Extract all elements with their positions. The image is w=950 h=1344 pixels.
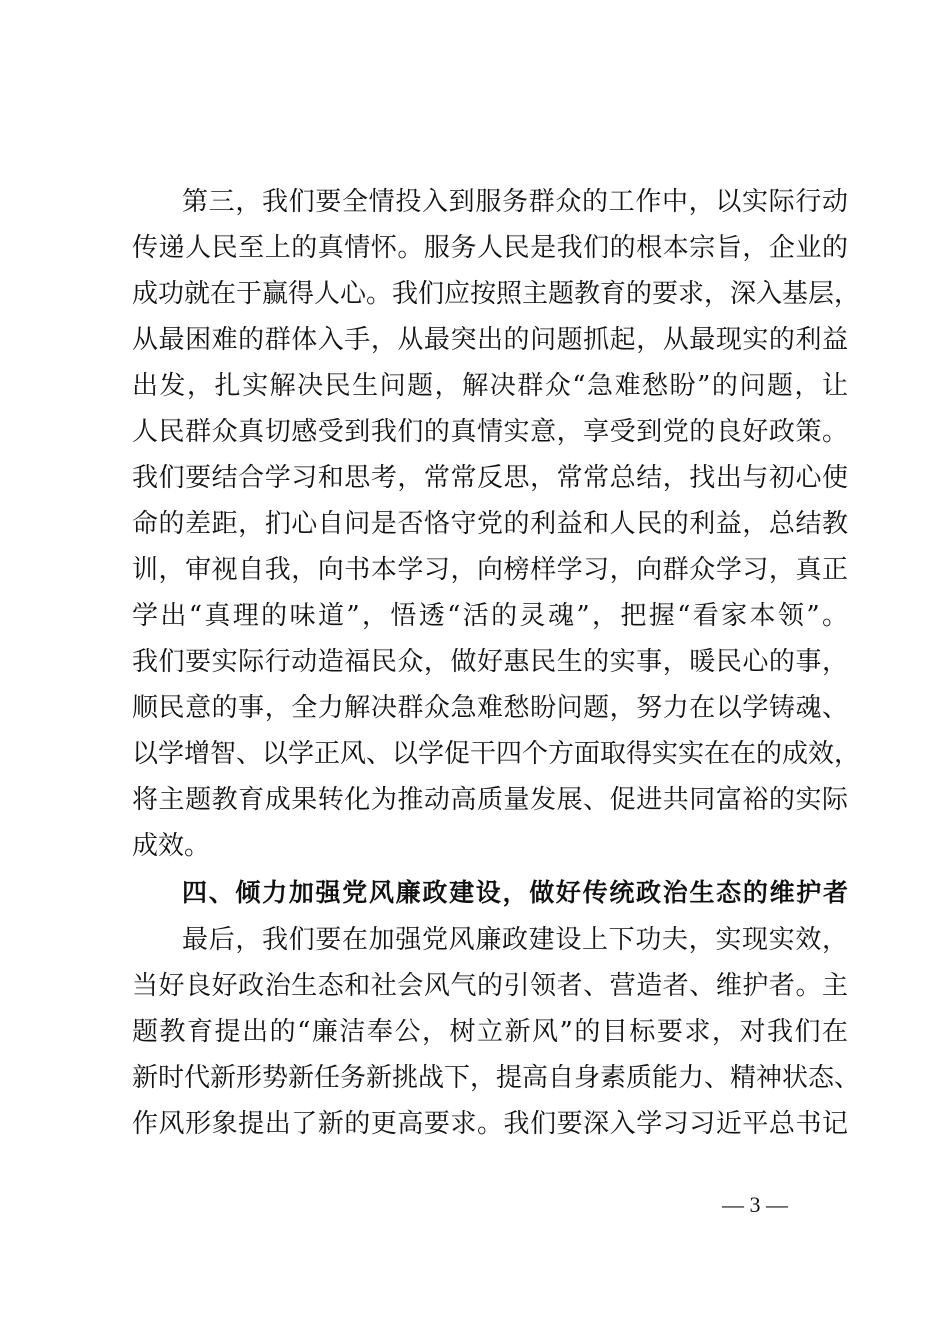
paragraph-1-line-6: 人民群众真切感受到我们的真情实意，享受到党的良好政策。 [132,417,848,447]
paragraph-1-line-15: 成效。 [132,831,211,861]
paragraph-1-line-1: 第三，我们要全情投入到服务群众的工作中，以实际行动 [182,187,848,217]
paragraph-1-line-2: 传递人民至上的真情怀。服务人民是我们的根本宗旨，企业的 [132,233,848,263]
paragraph-1-line-5: 出发，扎实解决民生问题，解决群众“急难愁盼”的问题，让 [132,371,848,401]
paragraph-1-line-7: 我们要结合学习和思考，常常反思，常常总结，找出与初心使 [132,463,848,493]
paragraph-1-line-13: 以学增智、以学正风、以学促干四个方面取得实实在在的成效， [132,739,861,769]
paragraph-2-line-1: 最后，我们要在加强党风廉政建设上下功夫，实现实效， [182,925,848,955]
paragraph-2-line-5: 作风形象提出了新的更高要求。我们要深入学习习近平总书记 [132,1109,848,1139]
paragraph-1-line-14: 将主题教育成果转化为推动高质量发展、促进共同富裕的实际 [132,785,848,815]
paragraph-1-line-10: 学出“真理的味道”，悟透“活的灵魂”，把握“看家本领”。 [132,601,848,631]
paragraph-2-line-2: 当好良好政治生态和社会风气的引领者、营造者、维护者。主 [132,971,848,1001]
paragraph-1-line-11: 我们要实际行动造福民众，做好惠民生的实事，暖民心的事， [132,647,848,677]
section-heading: 四、倾力加强党风廉政建设，做好传统政治生态的维护者 [182,878,848,907]
paragraph-2-line-3: 题教育提出的“廉洁奉公，树立新风”的目标要求，对我们在 [132,1017,848,1047]
page-number: — 3 — [722,1192,788,1217]
paragraph-1-line-12: 顺民意的事，全力解决群众急难愁盼问题，努力在以学铸魂、 [132,693,848,723]
paragraph-1-line-3: 成功就在于赢得人心。我们应按照主题教育的要求，深入基层， [132,279,861,309]
paragraph-1-line-9: 训，审视自我，向书本学习，向榜样学习，向群众学习，真正 [132,555,848,585]
paragraph-1-line-4: 从最困难的群体入手，从最突出的问题抓起，从最现实的利益 [132,325,848,355]
paragraph-1-line-8: 命的差距，扪心自问是否恪守党的利益和人民的利益，总结教 [132,509,848,539]
paragraph-2-line-4: 新时代新形势新任务新挑战下，提高自身素质能力、精神状态、 [132,1063,861,1093]
